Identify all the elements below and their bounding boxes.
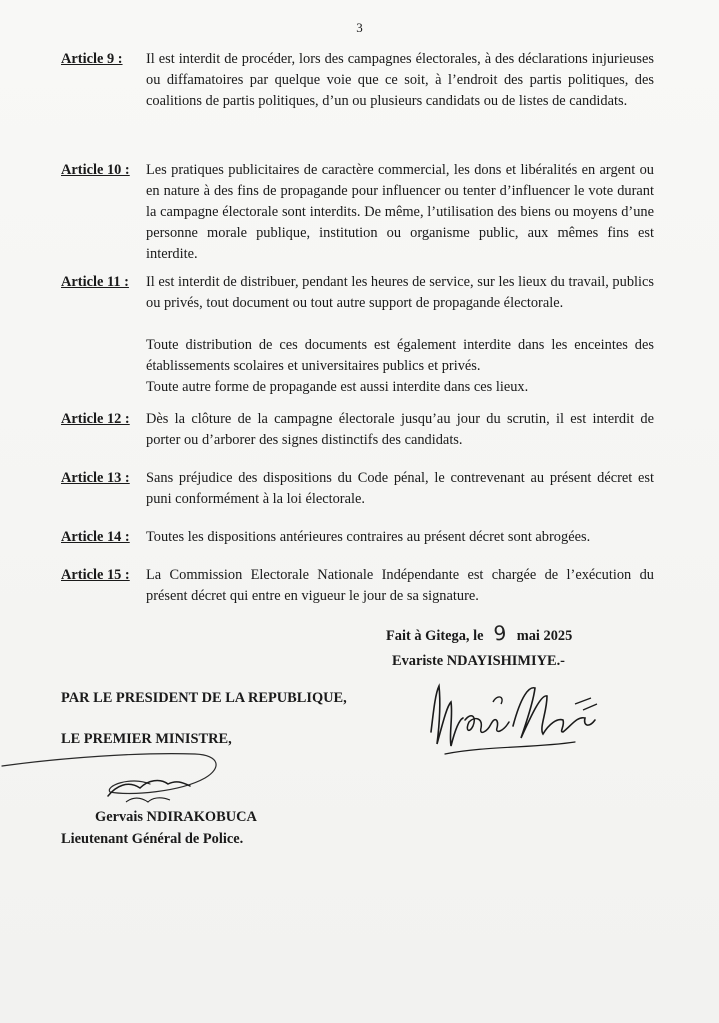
handwritten-day: 9 [492, 620, 508, 646]
article-paragraph: Toutes les dispositions antérieures contraires au présent décret sont abrogées. [146, 529, 591, 545]
month-year: mai 2025 [516, 628, 573, 644]
article-paragraph: Il est interdit de distribuer, pendant les heures de service, sur les lieux du travail, publics ou privés, tout document ou tout autre support de propagande électorale. [146, 274, 654, 311]
prime-minister-title: LE PREMIER MINISTRE, [61, 731, 232, 747]
article-label: Article 10 : [61, 162, 130, 178]
article-label: Article 13 : [61, 470, 130, 486]
article-label: Article 14 : [61, 529, 130, 545]
article-label: Article 12 : [61, 411, 130, 427]
article-paragraph: Il est interdit de procéder, lors des campagnes électorales, à des déclarations injurieuses ou diffamatoires par quelque voie que ce soit, à l’endroit des partis politiques, des coalitions de partis politiques, d’un ou plusieurs candidats ou de listes de candidats. [146, 51, 654, 109]
by-president-line: PAR LE PRESIDENT DE LA REPUBLIQUE, [61, 690, 347, 706]
article-paragraph: La Commission Electorale Nationale Indépendante est chargée de l’exécution du présent décret qui entre en vigueur le jour de sa signature. [146, 567, 654, 604]
president-signature [425, 676, 610, 766]
article-label: Article 9 : [61, 51, 123, 67]
article-paragraph: Sans préjudice des dispositions du Code pénal, le contrevenant au présent décret est puni conformément à la loi électorale. [146, 470, 654, 507]
article-body [146, 565, 654, 607]
prime-minister-name: Gervais NDIRAKOBUCA [95, 809, 257, 825]
prime-minister-rank: Lieutenant Général de Police. [61, 831, 244, 847]
article-body [146, 468, 654, 510]
prime-minister-signature [0, 740, 240, 810]
article-label: Article 15 : [61, 567, 130, 583]
article-paragraph: Dès la clôture de la campagne électorale jusqu’au jour du scrutin, il est interdit de porter ou d’arborer des signes distinctifs des candidats. [146, 411, 654, 448]
article-body [146, 527, 654, 548]
article-paragraph: Toute distribution de ces documents est également interdite dans les enceintes des établissements scolaires et universitaires publics et privés. [146, 337, 654, 374]
place-date-line [386, 621, 572, 645]
place-prefix: Fait à Gitega, le [386, 628, 484, 644]
article-label: Article 11 : [61, 274, 129, 290]
article-body [146, 409, 654, 451]
article-paragraph: Toute autre forme de propagande est aussi interdite dans ces lieux. [146, 379, 529, 395]
page-number: 3 [356, 20, 363, 35]
article-paragraph: Les pratiques publicitaires de caractère commercial, les dons et libéralités en argent ou en nature à des fins de propagande pour influencer ou tenter d’influencer le vote durant la campagne électorale sont interdits. De même, l’utilisation des biens ou moyens d’une personne morale publique, institution ou organisme public, aux mêmes fins est interdite. [146, 162, 654, 262]
president-name: Evariste NDAYISHIMIYE.- [392, 653, 565, 669]
article-body [146, 160, 654, 265]
article-body [146, 49, 654, 112]
article-body [146, 272, 654, 398]
